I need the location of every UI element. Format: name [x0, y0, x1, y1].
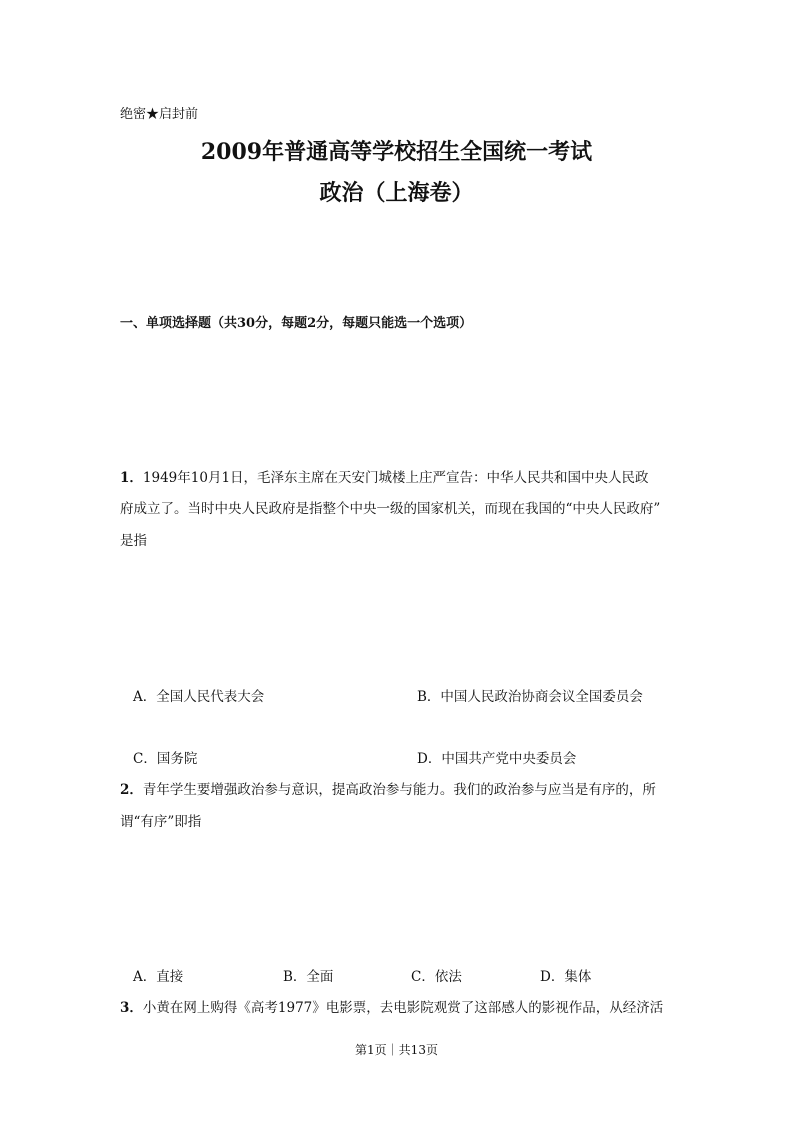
question-1-line-2: 府成立了。当时中央人民政府是指整个中央一级的国家机关，而现在我国的“中央人民政府” [120, 501, 661, 517]
question-2-number: 2． [120, 782, 143, 798]
question-3-line-1: 3．小黄在网上购得《高考1977》电影票，去电影院观赏了这部感人的影视作品，从经济活 [120, 1000, 664, 1016]
question-2-option-b[interactable]: B．全面 [283, 969, 334, 985]
section-heading: 一、单项选择题（共30分，每题2分，每题只能选一个选项） [120, 316, 473, 331]
question-2-option-c[interactable]: C．依法 [411, 969, 462, 985]
question-1-option-a[interactable]: A．全国人民代表大会 [133, 689, 265, 705]
exam-title: 2009年普通高等学校招生全国统一考试 [200, 139, 593, 165]
question-1-option-c[interactable]: C．国务院 [133, 751, 198, 767]
question-1-line-1: 1．1949年10月1日，毛泽东主席在天安门城楼上庄严宣告：中华人民共和国中央人民政 [120, 470, 649, 486]
question-2-option-a[interactable]: A．直接 [133, 969, 184, 985]
secret-mark: 绝密★启封前 [120, 107, 199, 122]
question-3-number: 3． [120, 1000, 143, 1016]
question-2-line-2: 谓“有序”即指 [120, 814, 202, 830]
question-1-number: 1． [120, 470, 143, 486]
question-1-option-d[interactable]: D．中国共产党中央委员会 [417, 751, 577, 767]
page-footer: 第1页｜共13页 [355, 1043, 438, 1057]
question-2-line-1: 2．青年学生要增强政治参与意识，提高政治参与能力。我们的政治参与应当是有序的，所 [120, 782, 656, 798]
question-1-line-3: 是指 [120, 533, 147, 549]
question-1-option-b[interactable]: B．中国人民政治协商会议全国委员会 [417, 689, 643, 705]
question-2-option-d[interactable]: D．集体 [540, 969, 592, 985]
exam-subtitle: 政治（上海卷） [319, 180, 474, 206]
